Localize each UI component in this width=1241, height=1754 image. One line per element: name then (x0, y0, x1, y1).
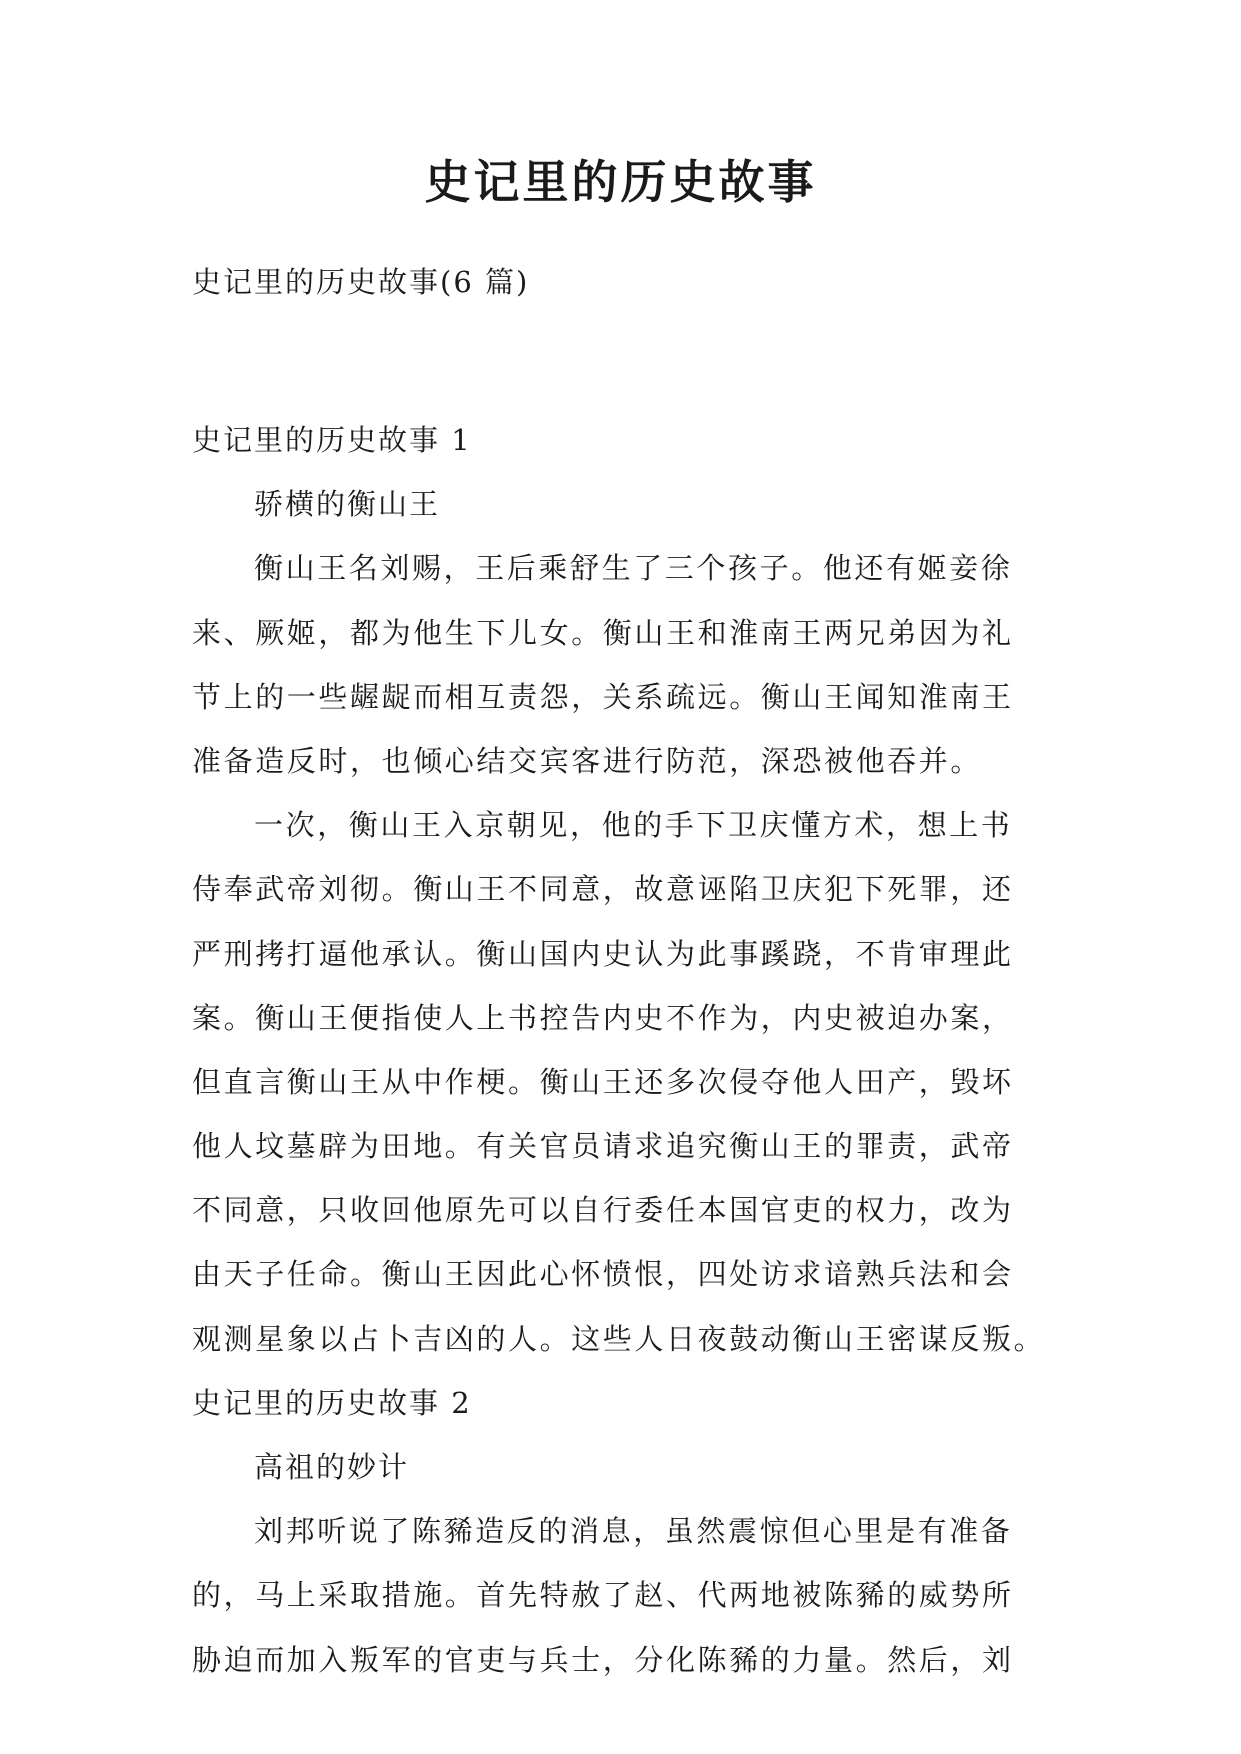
body-text-line: 由天子任命。衡山王因此心怀愤恨，四处访求谙熟兵法和会 (192, 1257, 1014, 1292)
body-text-line: 节上的一些龌龊而相互责怨，关系疏远。衡山王闻知淮南王 (192, 679, 1014, 714)
body-text-line: 一次，衡山王入京朝见，他的手下卫庆懂方术，想上书 (254, 808, 1013, 843)
body-text-line: 但直言衡山王从中作梗。衡山王还多次侵夺他人田产，毁坏 (192, 1064, 1014, 1099)
body-text-line: 不同意，只收回他原先可以自行委任本国官吏的权力，改为 (192, 1193, 1014, 1228)
body-text-line: 案。衡山王便指使人上书控告内史不作为，内史被迫办案， (192, 1000, 1014, 1035)
document-body (192, 408, 1062, 1692)
document-title: 史记里的历史故事 (424, 155, 817, 209)
body-text-line: 来、厥姬，都为他生下儿女。衡山王和淮南王两兄弟因为礼 (192, 615, 1014, 650)
body-text-line: 准备造反时，也倾心结交宾客进行防范，深恐被他吞并。 (192, 743, 983, 778)
body-text-line: 他人坟墓辟为田地。有关官员请求追究衡山王的罪责，武帝 (192, 1129, 1014, 1164)
section-heading: 史记里的历史故事 1 (192, 423, 472, 457)
body-text-line: 严刑拷打逼他承认。衡山国内史认为此事蹊跷，不肯审理此 (192, 936, 1014, 971)
story-title: 高祖的妙计 (254, 1450, 410, 1484)
body-text-line: 衡山王名刘赐，王后乘舒生了三个孩子。他还有姬妾徐 (254, 551, 1013, 586)
body-text-line: 胁迫而加入叛军的官吏与兵士，分化陈豨的力量。然后，刘 (192, 1642, 1014, 1677)
body-text-line: 的，马上采取措施。首先特赦了赵、代两地被陈豨的威势所 (192, 1578, 1014, 1613)
section-heading: 史记里的历史故事 2 (192, 1385, 472, 1420)
story-title: 骄横的衡山王 (254, 487, 441, 522)
document-subtitle: 史记里的历史故事(6 篇) (192, 265, 530, 299)
body-text-line: 刘邦听说了陈豨造反的消息，虽然震惊但心里是有准备 (254, 1514, 1013, 1549)
body-text-line: 侍奉武帝刘彻。衡山王不同意，故意诬陷卫庆犯下死罪，还 (192, 872, 1014, 907)
body-text-line: 观测星象以占卜吉凶的人。这些人日夜鼓动衡山王密谋反叛。 (192, 1321, 1046, 1356)
